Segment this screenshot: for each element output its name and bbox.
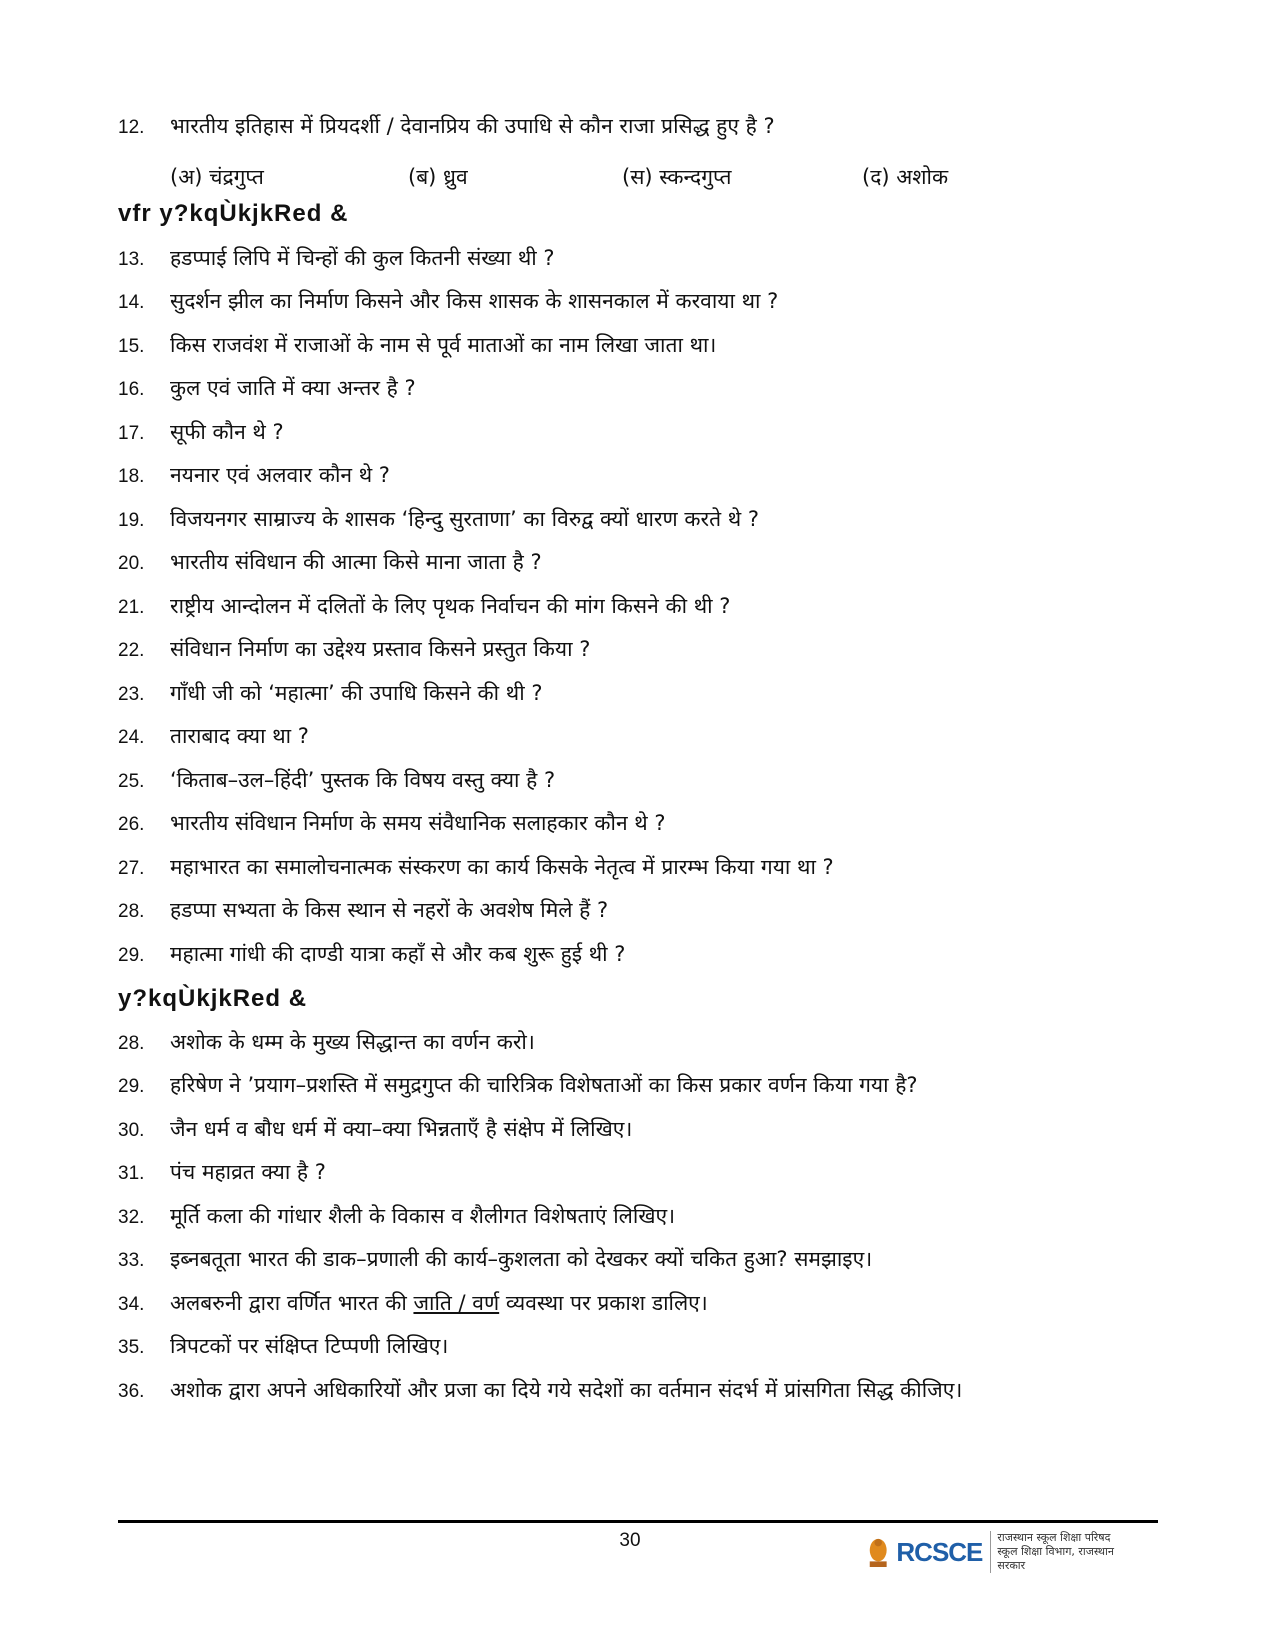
question-28-short (118, 1028, 535, 1068)
question-34 (118, 1289, 708, 1329)
question-12 (118, 112, 775, 152)
question-text: अशोक द्वारा अपने अधिकारियों और प्रजा का दिये गये सदेशों का वर्तमान संदर्भ में प्रांसगिता सिद्ध कीजिए। (170, 1378, 963, 1402)
question-number: 28. (118, 901, 145, 922)
section-heading-very-short-answer: vfr y?kqÙkjkRed & (118, 200, 349, 227)
question-text (170, 1289, 708, 1317)
logo-text: RCSCE (896, 1536, 983, 1567)
question-30 (118, 1115, 632, 1155)
question-text: ताराबाद क्या था ? (170, 724, 309, 748)
question-number: 24. (118, 727, 145, 748)
question-16 (118, 374, 416, 414)
question-text: ‘किताब–उल–हिंदी’ पुस्तक कि विषय वस्तु क्या है ? (170, 768, 556, 792)
question-17 (118, 418, 284, 458)
question-20 (118, 548, 542, 588)
question-number: 33. (118, 1250, 145, 1271)
question-24 (118, 722, 309, 762)
question-text: हडप्पाई लिपि में चिन्हों की कुल कितनी संख्या थी ? (170, 246, 555, 270)
option-c: (स) स्कन्दगुप्त (622, 165, 732, 189)
question-text: कुल एवं जाति में क्या अन्तर है ? (170, 376, 416, 400)
question-text: सुदर्शन झील का निर्माण किसने और किस शासक के शासनकाल में करवाया था ? (170, 289, 779, 313)
question-32 (118, 1202, 675, 1242)
question-number: 29. (118, 945, 145, 966)
question-number: 34. (118, 1294, 145, 1315)
question-13 (118, 244, 555, 284)
question-text: राष्ट्रीय आन्दोलन में दलितों के लिए पृथक निर्वाचन की मांग किसने की थी ? (170, 594, 731, 618)
question-23 (118, 679, 542, 719)
question-text: भारतीय संविधान की आत्मा किसे माना जाता है ? (170, 550, 542, 574)
question-number: 19. (118, 510, 145, 531)
question-text: सूफी कौन थे ? (170, 420, 284, 444)
question-text: भारतीय संविधान निर्माण के समय संवैधानिक सलाहकार कौन थे ? (170, 811, 666, 835)
question-number: 20. (118, 553, 145, 574)
question-text: इब्नबतूता भारत की डाक–प्रणाली की कार्य–कुशलता को देखकर क्यों चकित हुआ? समझाइए। (170, 1247, 873, 1271)
question-19 (118, 505, 759, 545)
question-35 (118, 1332, 448, 1372)
question-text: हडप्पा सभ्यता के किस स्थान से नहरों के अवशेष मिले हैं ? (170, 898, 609, 922)
question-text: पंच महाव्रत क्या है ? (170, 1160, 326, 1184)
question-number: 35. (118, 1337, 145, 1358)
question-text: महात्मा गांधी की दाण्डी यात्रा कहाँ से और कब शुरू हुई थी ? (170, 942, 626, 966)
question-number: 18. (118, 466, 145, 487)
question-25 (118, 766, 555, 806)
question-33 (118, 1245, 872, 1285)
question-number: 21. (118, 597, 145, 618)
question-text-part: व्यवस्था पर प्रकाश डालिए। (499, 1291, 708, 1315)
question-text: विजयनगर साम्राज्य के शासक ‘हिन्दु सुरताणा’ का विरुद्व क्यों धारण करते थे ? (170, 507, 759, 531)
question-number: 36. (118, 1381, 145, 1402)
question-27 (118, 853, 834, 893)
question-text: जैन धर्म व बौध धर्म में क्या–क्या भिन्नताएँ है संक्षेप में लिखिए। (170, 1117, 633, 1141)
question-number: 27. (118, 858, 145, 879)
option-a: (अ) चंद्रगुप्त (170, 165, 264, 189)
section-heading-short-answer: y?kqÙkjkRed & (118, 985, 308, 1012)
question-number: 12. (118, 117, 145, 138)
question-18 (118, 461, 390, 501)
footer-divider (118, 1520, 1158, 1523)
question-text: किस राजवंश में राजाओं के नाम से पूर्व माताओं का नाम लिखा जाता था। (170, 333, 717, 357)
question-text: नयनार एवं अलवार कौन थे ? (170, 463, 390, 487)
question-14 (118, 287, 778, 327)
question-28 (118, 896, 608, 936)
option-d: (द) अशोक (862, 165, 949, 189)
question-number: 14. (118, 292, 145, 313)
question-12-options (170, 163, 1070, 199)
question-21 (118, 592, 730, 632)
page-number: 30 (619, 1530, 641, 1551)
question-number: 28. (118, 1033, 145, 1054)
question-29-short (118, 1071, 918, 1111)
question-number: 17. (118, 423, 145, 444)
rcsce-logo (866, 1530, 1136, 1574)
question-text: हरिषेण ने ’प्रयाग–प्रशस्ति में समुद्रगुप्त की चारित्रिक विशेषताओं का किस प्रकार वर्णन किया गया है? (170, 1073, 918, 1097)
question-number: 25. (118, 771, 145, 792)
logo-subtitle (990, 1531, 1136, 1573)
question-number: 26. (118, 814, 145, 835)
logo-subtitle-line: राजस्थान स्कूल शिक्षा परिषद (997, 1531, 1111, 1544)
question-text-part: अलबरुनी द्वारा वर्णित भारत की (170, 1291, 414, 1315)
question-number: 13. (118, 249, 145, 270)
question-number: 16. (118, 379, 145, 400)
question-text: संविधान निर्माण का उद्देश्य प्रस्ताव किसने प्रस्तुत किया ? (170, 637, 591, 661)
underlined-term: जाति / वर्ण (413, 1291, 500, 1315)
national-emblem-icon (866, 1532, 890, 1572)
question-15 (118, 331, 716, 371)
question-number: 15. (118, 336, 145, 357)
question-number: 22. (118, 640, 145, 661)
question-number: 29. (118, 1076, 145, 1097)
question-text: गाँधी जी को ‘महात्मा’ की उपाधि किसने की थी ? (170, 681, 543, 705)
question-36 (118, 1376, 962, 1416)
question-22 (118, 635, 590, 675)
question-29 (118, 940, 625, 980)
question-26 (118, 809, 666, 849)
question-number: 30. (118, 1120, 145, 1141)
question-text: त्रिपटकों पर संक्षिप्त टिप्पणी लिखिए। (170, 1334, 449, 1358)
logo-subtitle-line: स्कूल शिक्षा विभाग, राजस्थान सरकार (997, 1545, 1114, 1572)
question-text: महाभारत का समालोचनात्मक संस्करण का कार्य किसके नेतृत्व में प्रारम्भ किया गया था ? (170, 855, 834, 879)
question-number: 32. (118, 1207, 145, 1228)
question-text: भारतीय इतिहास में प्रियदर्शी / देवानप्रिय की उपाधि से कौन राजा प्रसिद्ध हुए है ? (170, 114, 775, 138)
question-text: मूर्ति कला की गांधार शैली के विकास व शैलीगत विशेषताएं लिखिए। (170, 1204, 676, 1228)
question-text: अशोक के धम्म के मुख्य सिद्धान्त का वर्णन करो। (170, 1030, 535, 1054)
question-number: 23. (118, 684, 145, 705)
option-b: (ब) ध्रुव (408, 165, 468, 189)
question-number: 31. (118, 1163, 145, 1184)
question-31 (118, 1158, 326, 1198)
